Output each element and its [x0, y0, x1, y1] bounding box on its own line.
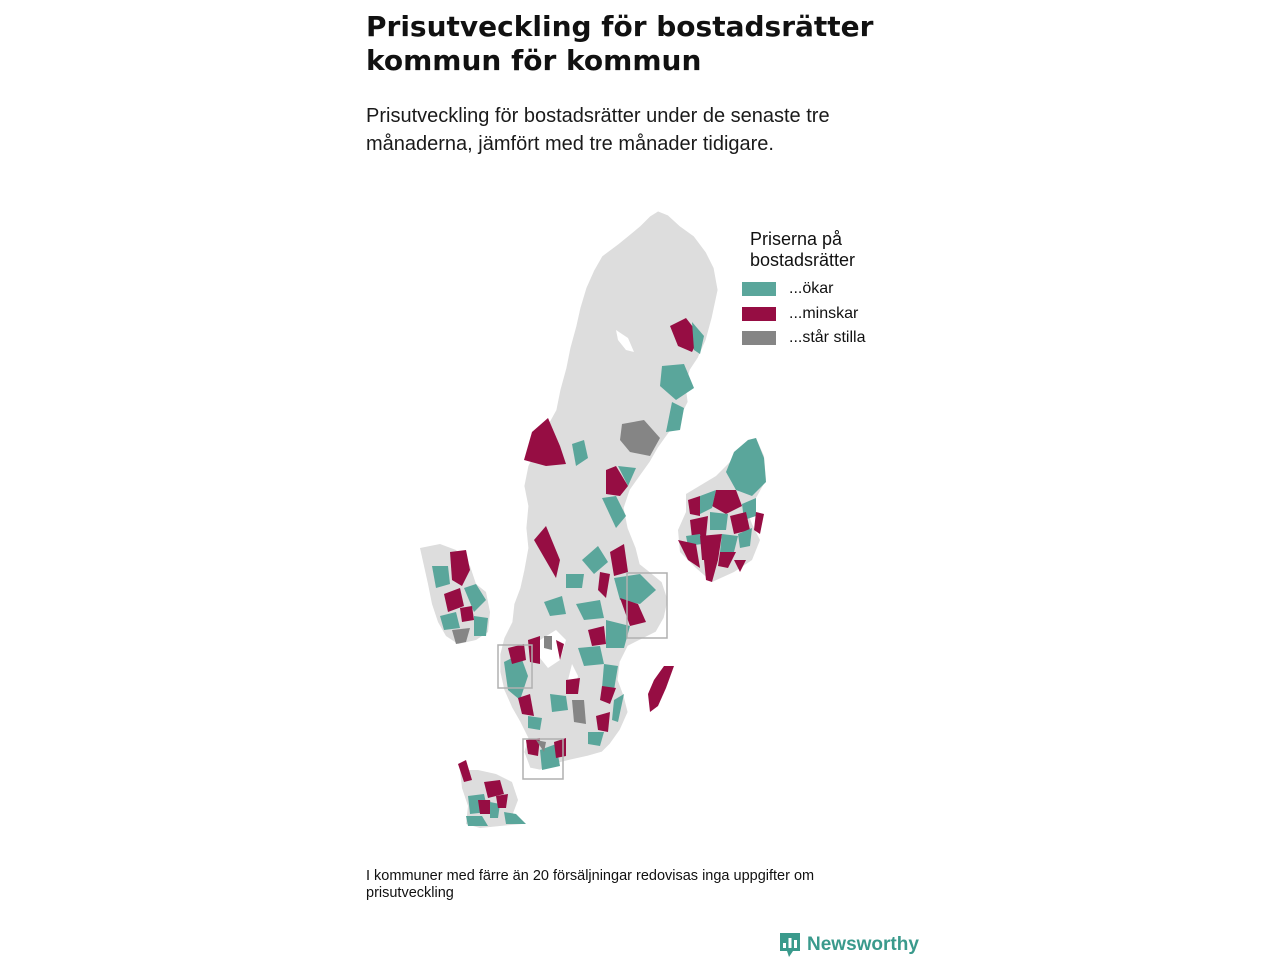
footnote: I kommuner med färre än 20 försäljningar redovisas inga uppgifter om prisutveckling — [366, 868, 815, 901]
legend-item-okar — [742, 277, 902, 302]
brand-logo[interactable] — [779, 932, 919, 958]
region-okar — [528, 716, 542, 730]
legend-swatch-star-stilla — [742, 331, 776, 345]
inset-stockholm — [678, 438, 766, 582]
region-stilla — [572, 700, 586, 724]
legend-label-okar: ...ökar — [789, 280, 834, 298]
inset-malmo — [458, 760, 526, 828]
legend-swatch-okar — [742, 282, 776, 296]
subtitle-line-1: Prisutveckling för bostadsrätter under de senaste tre — [366, 105, 830, 127]
legend-swatch-minskar — [742, 307, 776, 321]
legend-label-minskar: ...minskar — [789, 304, 859, 322]
region-stilla — [544, 636, 552, 650]
legend-label-star-stilla: ...står stilla — [789, 329, 866, 347]
region-okar — [550, 694, 568, 712]
legend-title — [750, 229, 902, 271]
region-minskar — [566, 678, 580, 694]
title-line-1: Prisutveckling för bostadsrätter — [366, 10, 874, 43]
inset-goteborg — [420, 544, 490, 644]
legend-item-star-stilla — [742, 326, 902, 351]
gotland — [648, 666, 674, 712]
legend-item-minskar — [742, 302, 902, 327]
legend-title-line-1: Priserna på — [750, 229, 843, 249]
brand-name: Newsworthy — [807, 934, 919, 955]
map-legend — [742, 229, 902, 351]
bar-chart-speech-bubble-icon — [779, 932, 801, 958]
title-line-2: kommun för kommun — [366, 44, 702, 77]
legend-title-line-2: bostadsrätter — [750, 250, 856, 270]
subtitle-line-2: månaderna, jämfört med tre månader tidigare. — [366, 133, 774, 155]
region-okar — [566, 574, 584, 588]
